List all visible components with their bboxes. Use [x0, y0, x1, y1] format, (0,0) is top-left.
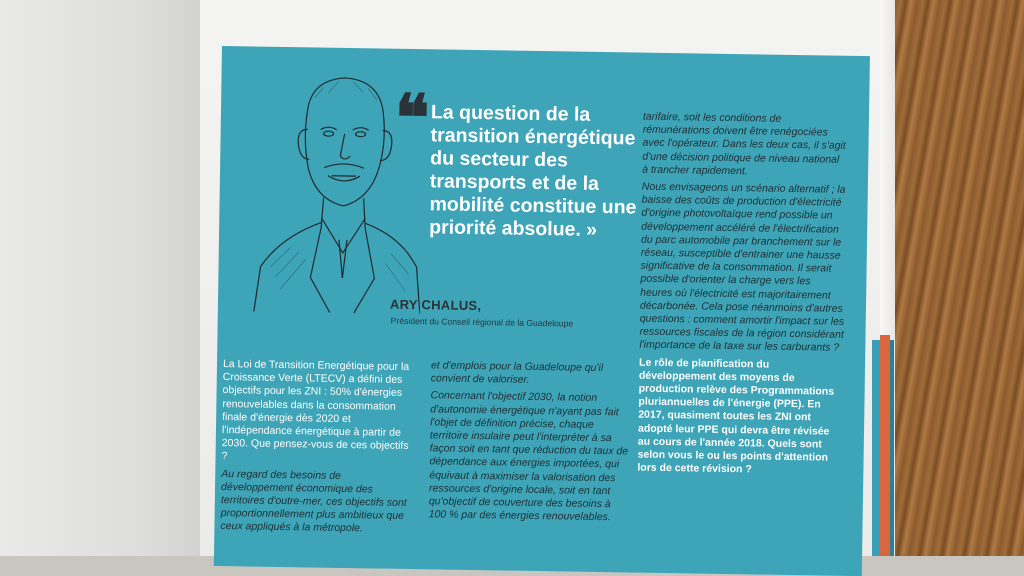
column-right	[637, 111, 848, 483]
column-middle	[428, 359, 631, 529]
accent-stripe-teal	[872, 340, 880, 556]
author-role: Président du Conseil régional de la Guadeloupe	[390, 315, 574, 329]
column-left	[220, 358, 413, 541]
interview-answer: Nous envisageons un scénario alternatif ; la baisse des coûts de production d'électricité d'origine photovoltaïque rend possible un développement accéléré de l'électrification du parc automobile par branchement sur le réseau, susceptible d'entrainer une hausse significative de la consommation. Il serait possible d'orienter la charge vers les heures où l'électricité est majoritairement décarbonée. Cela pose néanmoins d'autres questions : comment amortir l'impact sur les ressources fiscales de la région considérant l'importance de la taxe sur les carburants ?	[639, 180, 846, 355]
interview-answer: Au regard des besoins de développement économique des territoires d'outre-mer, ces objectifs sont proportionnellement plus ambitieux que ceux appliqués à la métropole.	[220, 467, 407, 535]
interview-question: La Loi de Transition Energétique pour la Croissance Verte (LTECV) a défini des objectifs pour les ZNI : 50% d'énergies renouvelables dans la consommation finale d'énergie dès 2020 et l'indépendance énergétique à partir de 2030. Que pensez-vous de ces objectifs ?	[221, 358, 410, 463]
accent-stripe-orange	[880, 335, 890, 556]
interview-answer: Concernant l'objectif 2030, la notion d'autonomie énergétique n'ayant pas fait l'objet de définition précise, chaque territoire insulaire peut l'interpréter à sa façon soit en tant que réduction du taux de dépendance aux énergies importées, qui équivaut à maximiser la valorisation des ressources d'origine locale, soit en tant qu'objectif de couverture des besoins à 100 % par des énergies renouvelables.	[428, 389, 629, 524]
interview-answer: tarifaire, soit les conditions de rémunérations doivent être renégociées avec l'opérateur. Dans les deux cas, il s'agit d'une décision politique de niveau national à trancher rapidement.	[642, 110, 846, 178]
wooden-table	[895, 0, 1024, 556]
quote-mark-icon: ❝	[394, 82, 430, 155]
article-panel	[214, 46, 870, 576]
left-page	[0, 0, 215, 556]
accent-stripe-dark-teal	[890, 340, 894, 556]
pull-quote: La question de la transition énergétique du secteur des transports et de la mobilité constitue une priorité absolue. »	[429, 101, 637, 241]
interview-question: Le rôle de planification du développement des moyens de production relève des Programmations pluriannuelles de l'énergie (PPE). En 2017, quasiment toutes les ZNI ont adopté leur PPE qui devra être révisée au cours de l'année 2018. Quels sont selon vous le ou les points d'attention lors de cette révision ?	[637, 356, 835, 476]
author-name: ARY CHALUS,	[389, 296, 482, 314]
interview-answer: et d'emplois pour la Guadeloupe qu'il convient de valoriser.	[430, 359, 604, 387]
